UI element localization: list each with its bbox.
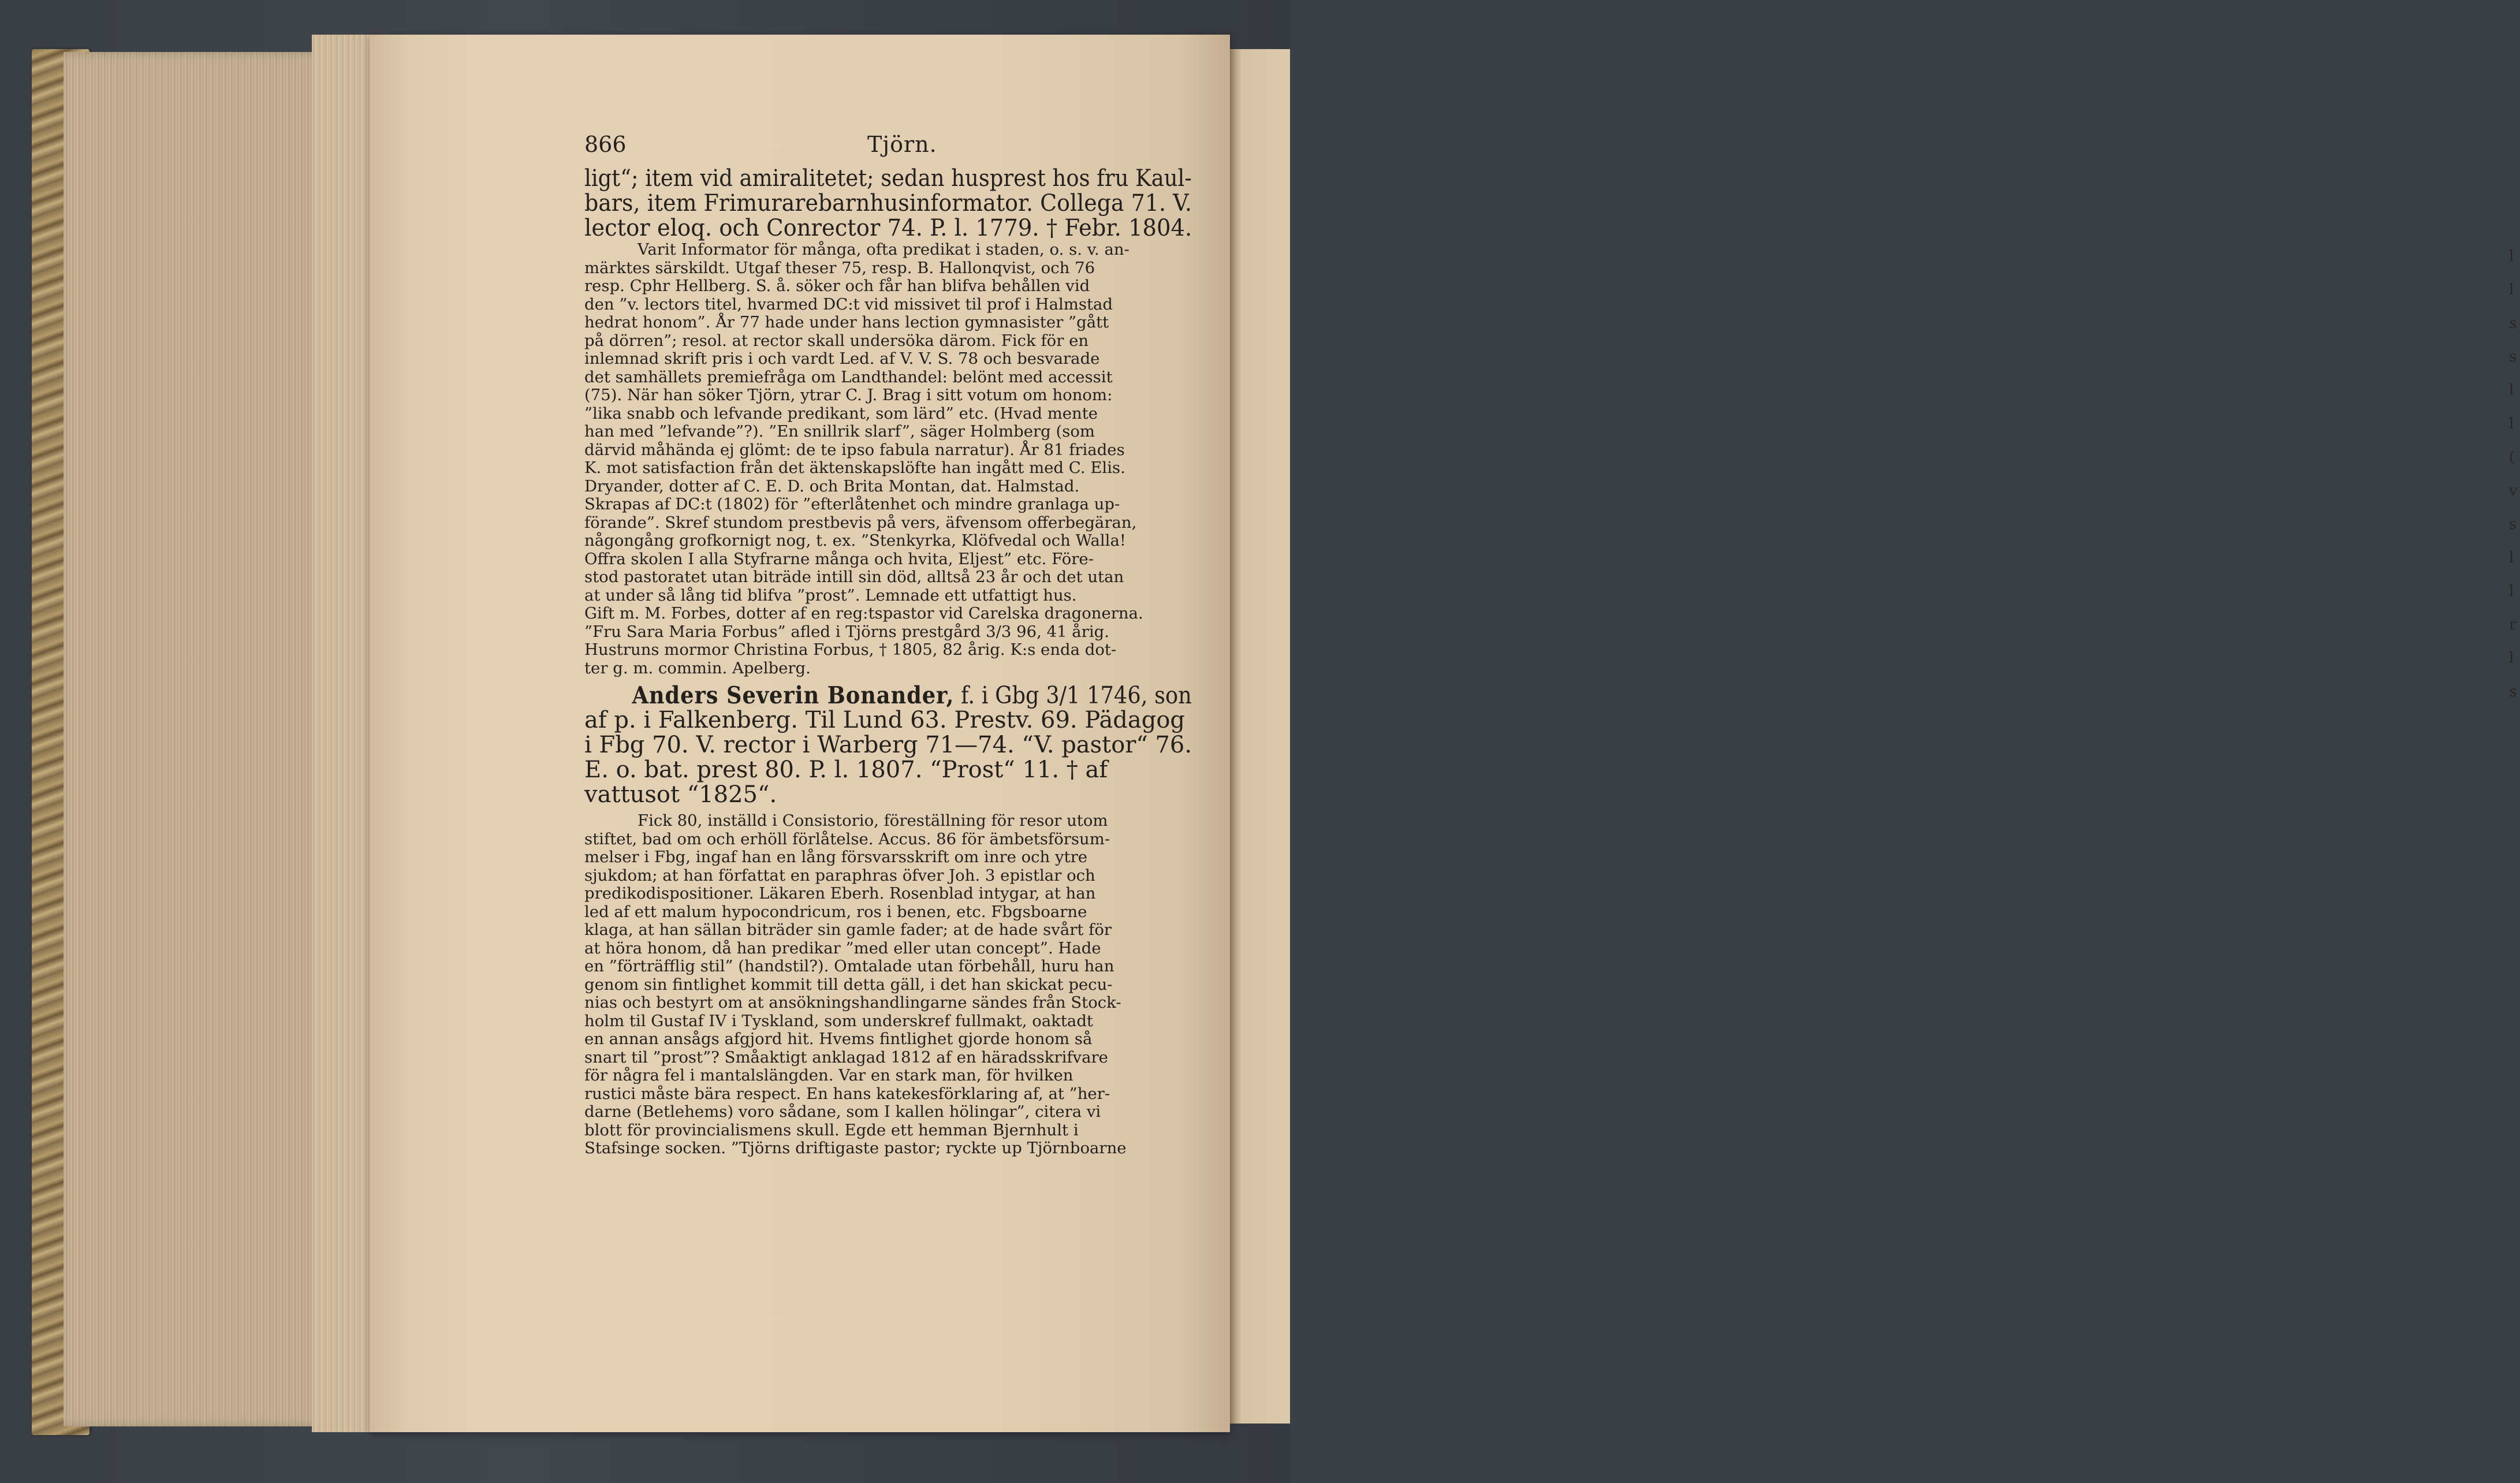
text-line: stod pastoratet utan biträde intill sin död, alltså 23 år och det utan xyxy=(584,568,1124,586)
text-line: någongång grofkornigt nog, t. ex. ”Stenkyrka, Klöfvedal och Walla! xyxy=(584,531,1126,550)
facing-page-edge xyxy=(1230,49,2518,1424)
text-line: klaga, at han sällan biträder sin gamle fader; at de hade svårt för xyxy=(584,921,1112,939)
facing-page-letter: l xyxy=(2509,248,2514,265)
text-line: snart til ”prost”? Småaktigt anklagad 1812 af en häradsskrifvare xyxy=(584,1048,1108,1067)
text-line: resp. Cphr Hellberg. S. å. söker och får han blifva behållen vid xyxy=(584,277,1090,295)
facing-page-letter: s xyxy=(2509,683,2517,700)
text-line: Skrapas af DC:t (1802) för ”efterlåtenhet och mindre granlaga up- xyxy=(584,495,1120,513)
text-line: en ”förträfflig stil” (handstil?). Omtalade utan förbehåll, huru han xyxy=(584,957,1114,975)
entry-2-name: Anders Severin Bonander, xyxy=(632,681,955,709)
running-head xyxy=(584,132,1192,166)
page-number: 866 xyxy=(584,132,627,157)
text-line: af p. i Falkenberg. Til Lund 63. Prestv. 69. Pädagog xyxy=(584,707,1186,733)
entry-1-lead xyxy=(584,166,1192,241)
text-line: sjukdom; at han författat en paraphras öfver Joh. 3 epistlar och xyxy=(584,866,1095,885)
text-line: ”Fru Sara Maria Forbus” afled i Tjörns prestgård 3/3 96, 41 årig. xyxy=(584,622,1109,641)
text-line: Varit Informator för många, ofta predikat i staden, o. s. v. an- xyxy=(638,240,1129,259)
text-line: bars, item Frimurarebarnhusinformator. Collega 71. V. xyxy=(584,190,1192,217)
entry-2-notes xyxy=(584,812,1192,1158)
text-line: förande”. Skref stundom prestbevis på vers, äfvensom offerbegäran, xyxy=(584,513,1137,532)
facing-page-letter: l xyxy=(2509,382,2514,399)
text-line: rustici måste bära respect. En hans katekesförklaring af, at ”her- xyxy=(584,1084,1110,1103)
text-line: därvid måhända ej glömt: de te ipso fabula narratur). År 81 friades xyxy=(584,440,1125,459)
text-line: K. mot satisfaction från det äktenskapslöfte han ingått med C. Elis. xyxy=(584,459,1125,477)
text-line: ligt“; item vid amiralitetet; sedan husprest hos fru Kaul- xyxy=(584,165,1192,192)
text-line: ter g. m. commin. Apelberg. xyxy=(584,658,811,677)
text-line: genom sin fintlighet kommit till detta gäll, i det han skickat pecu- xyxy=(584,975,1113,994)
text-line: Dryander, dotter af C. E. D. och Brita Montan, dat. Halmstad. xyxy=(584,476,1080,495)
text-line: lector eloq. och Conrector 74. P. l. 1779. † Febr. 1804. xyxy=(584,215,1192,241)
entry-1-notes xyxy=(584,241,1192,677)
facing-page-letter: l xyxy=(2509,583,2514,600)
text-line: den ”v. lectors titel, hvarmed DC:t vid missivet til prof i Halmstad xyxy=(584,295,1113,314)
text-line: at höra honom, då han predikar ”med eller utan concept”. Hade xyxy=(584,938,1101,957)
text-line: för några fel i mantalslängden. Var en stark man, för hvilken xyxy=(584,1066,1073,1085)
text-line: at under så lång tid blifva ”prost”. Lemnade ett utfattigt hus. xyxy=(584,586,1077,605)
text-line: Gift m. M. Forbes, dotter af en reg:tspastor vid Carelska dragonerna. xyxy=(584,604,1143,623)
page-content xyxy=(584,132,1192,1158)
page-title: Tjörn. xyxy=(867,132,937,157)
facing-page-letter: l xyxy=(2509,650,2514,667)
text-line: på dörren”; resol. at rector skall undersöka därom. Fick för en xyxy=(584,331,1089,350)
entry-2 xyxy=(584,683,1192,1158)
entry-1 xyxy=(584,166,1192,677)
entry-2-lead xyxy=(584,708,1192,807)
facing-page-letter: l xyxy=(2509,281,2514,299)
text-line: blott för provincialismens skull. Egde ett hemman Bjernhult i xyxy=(584,1120,1079,1139)
text-line: predikodispositioner. Läkaren Eberh. Rosenblad intygar, at han xyxy=(584,884,1096,903)
text-line: Fick 80, inställd i Consistorio, föreställning för resor utom xyxy=(638,811,1108,830)
text-line: led af ett malum hypocondricum, ros i benen, etc. Fbgsboarne xyxy=(584,902,1087,921)
text-line: Hustruns mormor Christina Forbus, † 1805, 82 årig. K:s enda dot- xyxy=(584,640,1117,659)
facing-page-letter: ( xyxy=(2509,449,2515,466)
text-line: melser i Fbg, ingaf han en lång försvarsskrift om inre och ytre xyxy=(584,848,1088,866)
text-line: inlemnad skrift pris i och vardt Led. af V. V. S. 78 och besvarade xyxy=(584,349,1100,368)
text-line: hedrat honom”. År 77 hade under hans lection gymnasister ”gått xyxy=(584,313,1109,331)
text-line: en annan ansågs afgjord hit. Hvems fintlighet gjorde honom så xyxy=(584,1030,1093,1048)
text-line: holm til Gustaf IV i Tyskland, som underskref fullmakt, oaktadt xyxy=(584,1011,1093,1030)
text-line: märktes särskildt. Utgaf theser 75, resp. B. Hallonqvist, och 76 xyxy=(584,258,1095,277)
text-line: Stafsinge socken. ”Tjörns driftigaste pastor; ryckte up Tjörnboarne xyxy=(584,1139,1127,1157)
facing-page-letter: l xyxy=(2509,549,2514,567)
text-line: Offra skolen I alla Styfrarne många och hvita, Eljest” etc. Före- xyxy=(584,549,1094,568)
facing-page-letter: l xyxy=(2509,415,2514,433)
facing-page-letter: r xyxy=(2509,616,2517,634)
entry-2-birth: f. i Gbg 3/1 1746, son xyxy=(954,681,1192,709)
text-line: det samhällets premiefråga om Landthandel: belönt med accessit xyxy=(584,367,1113,386)
text-line: vattusot “1825“. xyxy=(584,781,777,808)
text-line: nias och bestyrt om at ansökningshandlingarne sändes från Stock- xyxy=(584,993,1121,1012)
text-line: han med ”lefvande”?). ”En snillrik slarf”, säger Holmberg (som xyxy=(584,422,1095,441)
facing-page-letter: s xyxy=(2509,315,2517,332)
text-line: i Fbg 70. V. rector i Warberg 71—74. “V. pastor“ 76. xyxy=(584,732,1192,758)
facing-page-letter: s xyxy=(2509,348,2517,366)
text-line: stiftet, bad om och erhöll förlåtelse. Accus. 86 för ämbetsförsum- xyxy=(584,829,1110,848)
facing-page-letter: v xyxy=(2509,482,2518,500)
entry-2-heading xyxy=(584,681,1192,709)
facing-page-letters xyxy=(2509,240,2520,709)
text-line: E. o. bat. prest 80. P. l. 1807. “Prost“ 11. † af xyxy=(584,757,1108,783)
text-line: ”lika snabb och lefvande predikant, som lärd” etc. (Hvad mente xyxy=(584,404,1098,423)
facing-page-letter: s xyxy=(2509,516,2517,533)
text-line: (75). När han söker Tjörn, ytrar C. J. Brag i sitt votum om honom: xyxy=(584,386,1113,404)
text-line: darne (Betlehems) voro sådane, som I kallen hölingar”, citera vi xyxy=(584,1102,1101,1121)
